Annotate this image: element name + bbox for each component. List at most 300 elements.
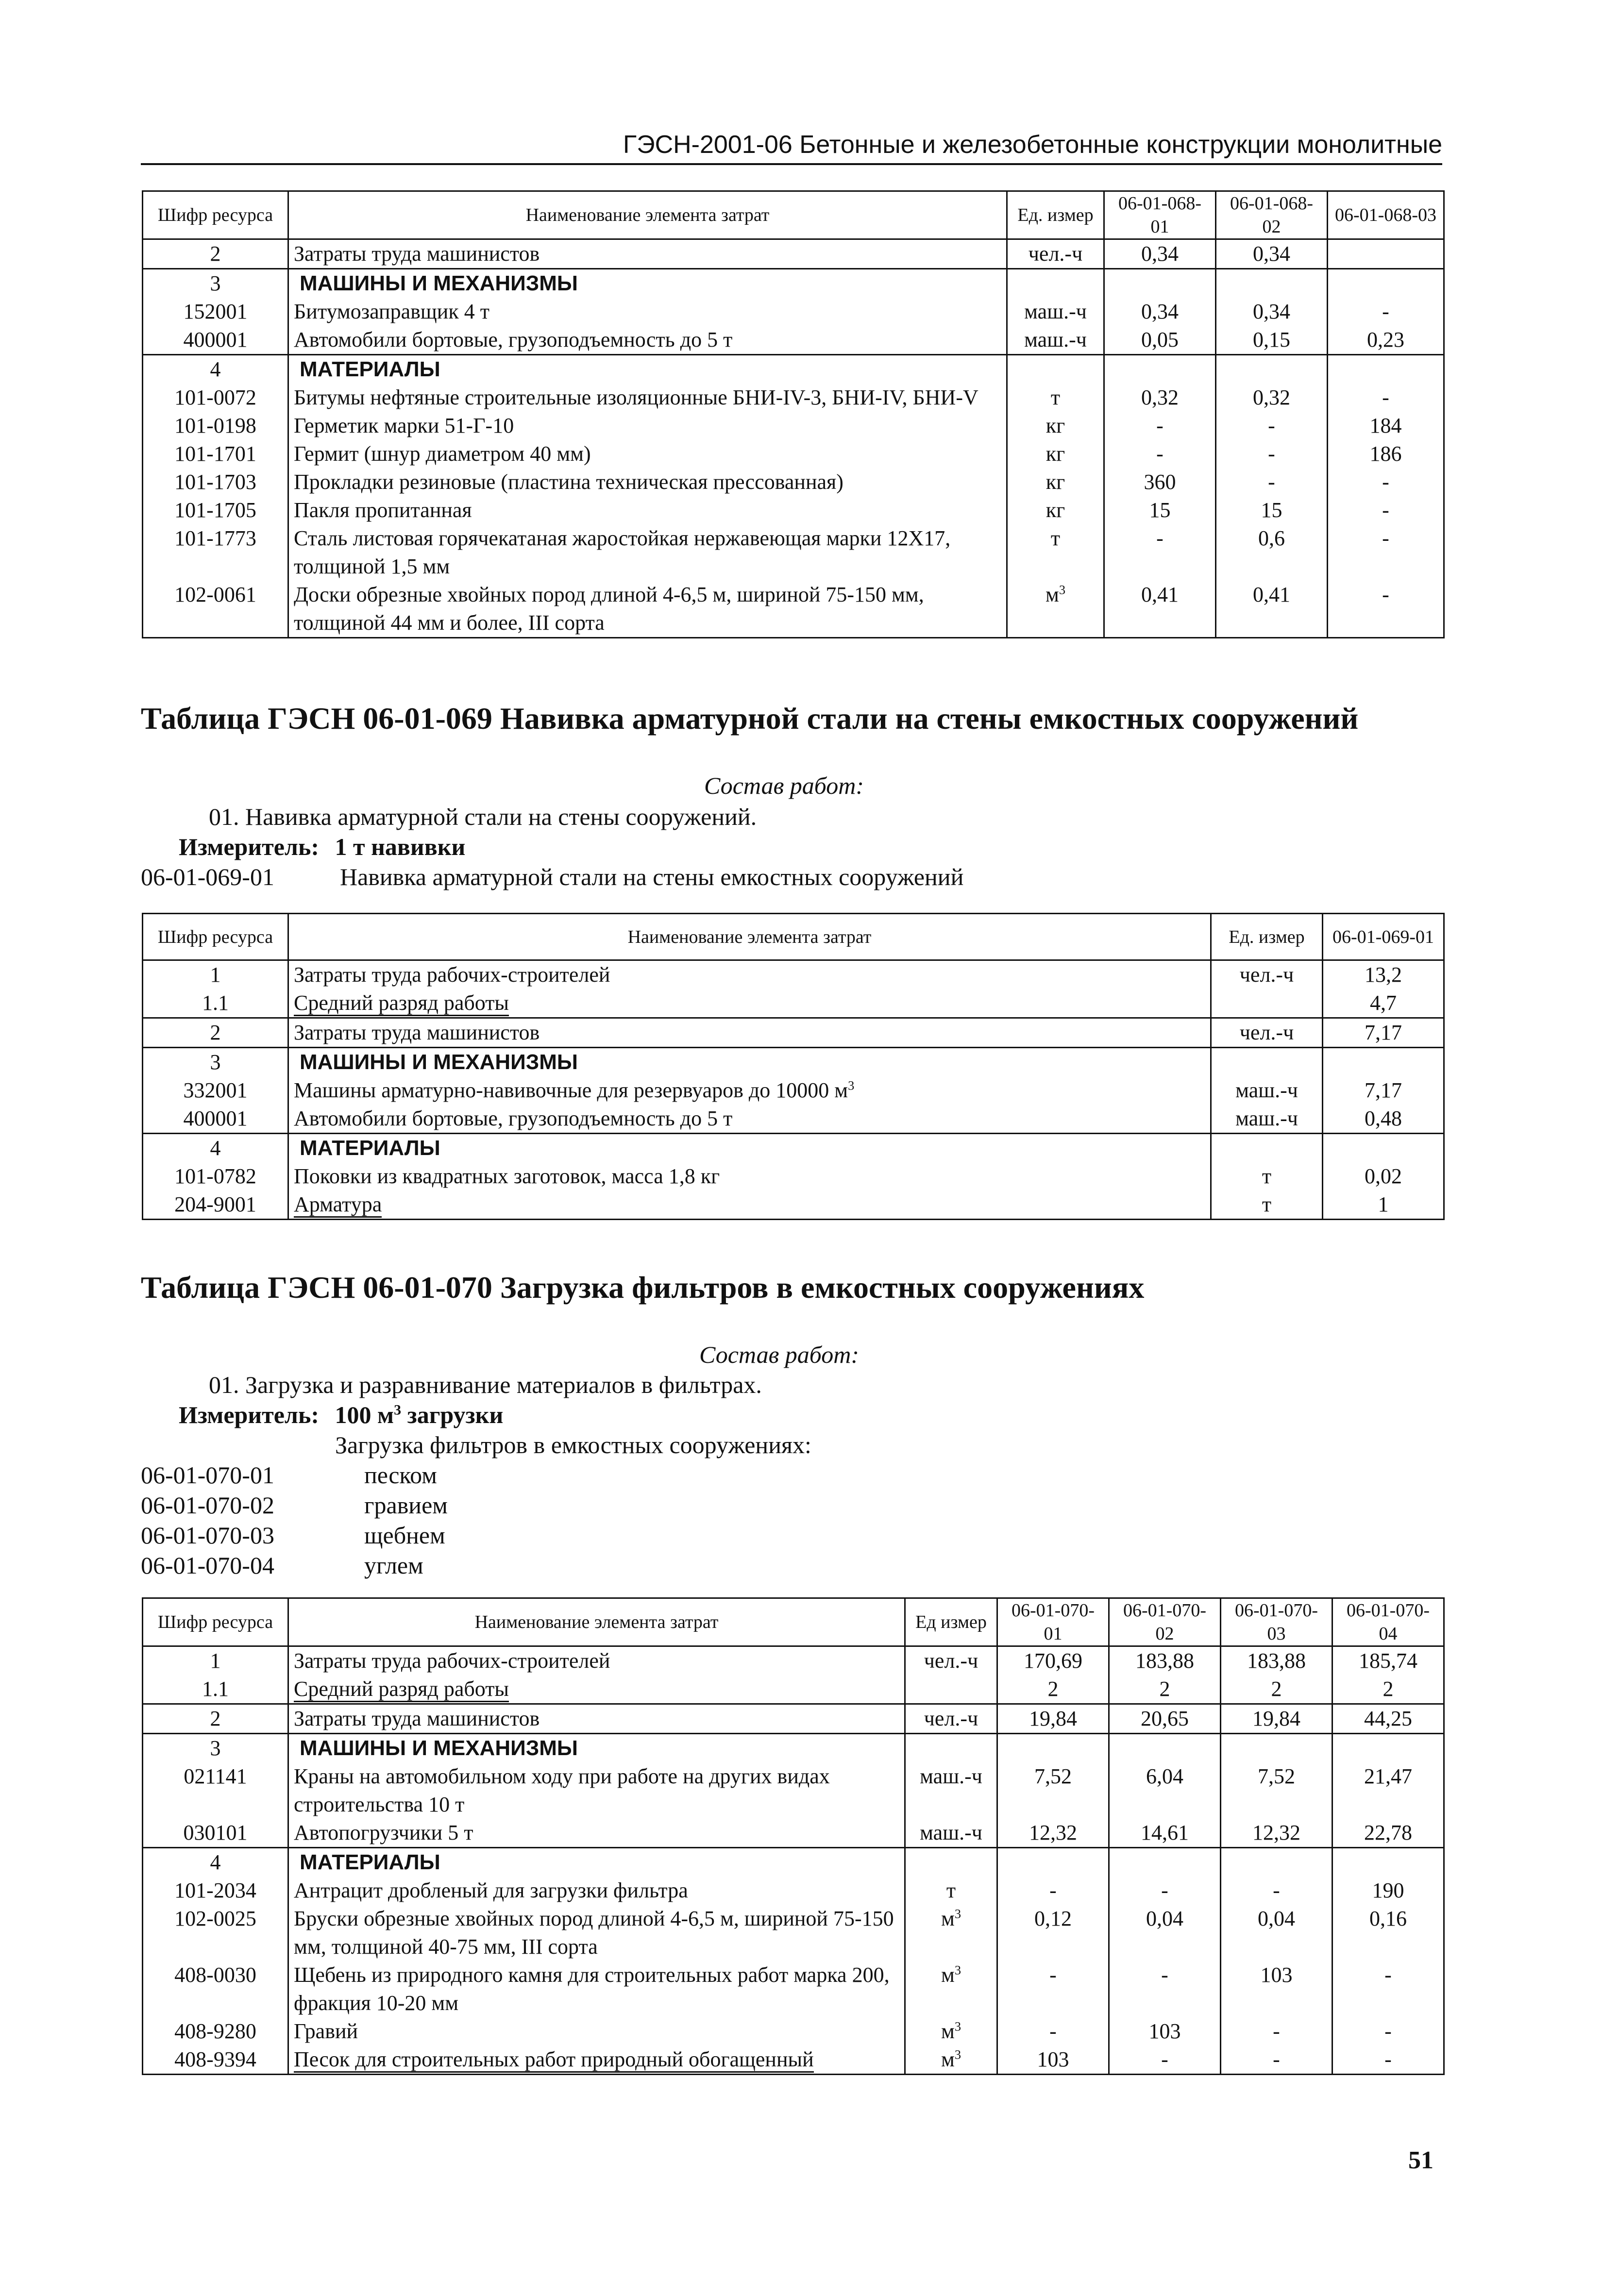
cell-unit-text: м: [941, 1963, 955, 1987]
cell-value: 19,84: [1221, 1704, 1332, 1734]
cell-unit-text: м: [941, 1907, 955, 1930]
composition-title-070: Состав работ:: [699, 1341, 860, 1368]
cell-value: 15: [1104, 496, 1216, 524]
table-row: [143, 1048, 1444, 1077]
cell-unit: [905, 1848, 997, 1877]
cell-value: 0,04: [1221, 1905, 1332, 1961]
table-row: [143, 1190, 1444, 1220]
cell-name-text: Доски обрезные хвойных пород длиной 4-6,5 м, шириной 75-150 мм, толщиной 44 мм и более, III сорта: [294, 583, 924, 635]
cell-unit-text: чел.-ч: [924, 1707, 978, 1730]
cell-name: [288, 239, 1007, 269]
cell-name: [288, 1905, 905, 1961]
cell-name: [288, 1076, 1211, 1105]
table-row: [143, 1877, 1444, 1905]
table-row: [143, 1905, 1444, 1961]
cell-code: 3: [143, 1048, 288, 1077]
cell-name-text: Затраты труда рабочих-строителей: [294, 1649, 610, 1673]
cell-name: [288, 298, 1007, 326]
cell-unit: [905, 1877, 997, 1905]
cell-unit-text: кг: [1046, 442, 1065, 466]
cell-value: 0,12: [997, 1905, 1109, 1961]
cell-value: [1323, 1134, 1444, 1163]
cell-unit: [1007, 468, 1104, 496]
cell-code: 152001: [143, 298, 288, 326]
table-header-row: [143, 191, 1444, 239]
cell-code: 2: [143, 239, 288, 269]
cell-unit: [1007, 581, 1104, 638]
header-norm-code: 06-01-069-01: [1323, 914, 1444, 960]
cell-value: -: [1332, 2017, 1444, 2045]
cell-value: -: [1109, 2045, 1221, 2075]
cell-value: 44,25: [1332, 1704, 1444, 1734]
cell-value: 0,34: [1104, 298, 1216, 326]
cell-value: [1323, 1048, 1444, 1077]
cell-unit: [1007, 355, 1104, 384]
superscript: 3: [954, 1906, 961, 1921]
superscript: 3: [954, 1962, 961, 1978]
table-row: [143, 269, 1444, 298]
cell-code: 332001: [143, 1076, 288, 1105]
cell-code: 101-0782: [143, 1162, 288, 1190]
cell-value: [1221, 1734, 1332, 1763]
item-code: 06-01-070-03: [141, 1522, 274, 1549]
table-row: [143, 412, 1444, 440]
cell-unit-text: маш.-ч: [1024, 328, 1087, 352]
cell-unit: [905, 2045, 997, 2075]
cell-value: 7,52: [1221, 1762, 1332, 1819]
table-row: [143, 1704, 1444, 1734]
cell-value: 0,32: [1104, 384, 1216, 412]
cell-unit: [1007, 496, 1104, 524]
cell-unit: [905, 1961, 997, 2017]
cell-code: 1: [143, 960, 288, 989]
measure-069: [179, 832, 465, 861]
cell-value: -: [997, 1961, 1109, 2017]
cell-unit-text: т: [1050, 526, 1061, 550]
cell-value: 0,6: [1216, 524, 1328, 581]
table-row: [143, 960, 1444, 989]
cell-unit: [1211, 1018, 1323, 1048]
cell-name-text: Краны на автомобильном ходу при работе на других видах строительства 10 т: [294, 1764, 830, 1816]
cell-value: 0,05: [1104, 326, 1216, 355]
table-row: [143, 581, 1444, 638]
cell-value: 190: [1332, 1877, 1444, 1905]
cell-unit: [1007, 440, 1104, 468]
cell-name-text: Гравий: [294, 2019, 358, 2043]
cell-unit-text: чел.-ч: [1028, 242, 1083, 266]
cell-value: 103: [997, 2045, 1109, 2075]
table-row: [143, 1134, 1444, 1163]
cell-unit: [905, 1819, 997, 1848]
cell-value: [1328, 239, 1444, 269]
cell-name-text: МАШИНЫ И МЕХАНИЗМЫ: [300, 271, 578, 295]
cell-name: [288, 1877, 905, 1905]
cell-name-text: МАТЕРИАЛЫ: [300, 357, 440, 381]
header-unit: Ед измер: [905, 1598, 997, 1646]
cell-value: [997, 1734, 1109, 1763]
cell-unit: [1007, 298, 1104, 326]
measure-label: Измеритель:: [179, 1401, 320, 1428]
cell-value: 183,88: [1221, 1646, 1332, 1676]
table-title-069: Таблица ГЭСН 06-01-069 Навивка арматурной стали на стены емкостных сооружений: [141, 701, 1359, 736]
cell-unit: [1211, 1105, 1323, 1134]
cell-value: -: [1216, 440, 1328, 468]
table-row: [143, 496, 1444, 524]
cell-name: [288, 468, 1007, 496]
cell-value: 12,32: [997, 1819, 1109, 1848]
cell-unit-text: маш.-ч: [920, 1764, 982, 1788]
cell-unit: [905, 1905, 997, 1961]
cell-name: [288, 1018, 1211, 1048]
table-row: [143, 1162, 1444, 1190]
cell-unit-text: маш.-ч: [1235, 1106, 1298, 1130]
table-row: [143, 1105, 1444, 1134]
cell-code: 1: [143, 1646, 288, 1676]
cell-value: -: [1328, 581, 1444, 638]
cell-value: 7,17: [1323, 1076, 1444, 1105]
cell-value: [1104, 269, 1216, 298]
cell-name: [288, 1961, 905, 2017]
cell-name: [288, 524, 1007, 581]
cell-name-text: Битумозаправщик 4 т: [294, 300, 489, 323]
cell-name: [288, 960, 1211, 989]
table-row: [143, 2017, 1444, 2045]
cell-value: -: [997, 2017, 1109, 2045]
cell-value: -: [1216, 412, 1328, 440]
table-row: [143, 2045, 1444, 2075]
cell-name-text: Затраты труда машинистов: [294, 1021, 540, 1044]
cell-unit: [1211, 989, 1323, 1018]
cell-name-text: Автопогрузчики 5 т: [294, 1821, 473, 1844]
table-row: [143, 989, 1444, 1018]
cell-name-text: Сталь листовая горячекатаная жаростойкая нержавеющая марки 12Х17, толщиной 1,5 мм: [294, 526, 951, 578]
cell-code: 2: [143, 1018, 288, 1048]
cell-value: -: [1328, 384, 1444, 412]
table-header-row: [143, 1598, 1444, 1646]
cell-name: [288, 1134, 1211, 1163]
superscript: 3: [848, 1078, 855, 1093]
cell-name: [288, 326, 1007, 355]
measure-value: 100 $м^3$ загрузки: [335, 1401, 504, 1428]
cell-value: -: [1332, 2045, 1444, 2075]
composition-title-069: Состав работ:: [704, 772, 864, 799]
header-name: Наименование элемента затрат: [288, 914, 1211, 960]
table-row: [143, 326, 1444, 355]
cell-value: 185,74: [1332, 1646, 1444, 1676]
table-row: [143, 1848, 1444, 1877]
table-row: [143, 1076, 1444, 1105]
header-name: Наименование элемента затрат: [288, 1598, 905, 1646]
cell-value: [1328, 355, 1444, 384]
cell-code: 4: [143, 1848, 288, 1877]
cell-value: [1104, 355, 1216, 384]
header-norm-code: 06-01-070-01: [997, 1598, 1109, 1646]
cell-value: [997, 1848, 1109, 1877]
cell-value: 14,61: [1109, 1819, 1221, 1848]
cell-name-text: Затраты труда машинистов: [294, 242, 540, 266]
cell-code: 2: [143, 1704, 288, 1734]
item-name: щебнем: [364, 1522, 445, 1549]
cell-value: 170,69: [997, 1646, 1109, 1676]
cell-value: [1109, 1734, 1221, 1763]
cell-value: [1109, 1848, 1221, 1877]
cell-name-text: МАТЕРИАЛЫ: [300, 1136, 440, 1160]
cell-name-text: Арматура: [294, 1192, 382, 1218]
cell-value: -: [1104, 524, 1216, 581]
cell-value: 20,65: [1109, 1704, 1221, 1734]
cell-code: 101-0198: [143, 412, 288, 440]
header-norm-code: 06-01-068-01: [1104, 191, 1216, 239]
cell-value: -: [1109, 1961, 1221, 2017]
cell-code: 400001: [143, 1105, 288, 1134]
cell-unit: [1211, 1190, 1323, 1220]
item-name-069-01: Навивка арматурной стали на стены емкостных сооружений: [340, 863, 964, 890]
header-code: Шифр ресурса: [143, 1598, 288, 1646]
header-unit: Ед. измер: [1007, 191, 1104, 239]
cell-unit-text: кг: [1046, 414, 1065, 437]
cell-name: [288, 440, 1007, 468]
cell-value: -: [1221, 2017, 1332, 2045]
cell-code: 101-1773: [143, 524, 288, 581]
table-row: [143, 1675, 1444, 1704]
table-row: [143, 1646, 1444, 1676]
cell-name-text: Средний разряд работы: [294, 1677, 509, 1702]
cell-value: 6,04: [1109, 1762, 1221, 1819]
running-header: ГЭСН-2001-06 Бетонные и железобетонные конструкции монолитные: [141, 130, 1442, 165]
cell-value: 7,52: [997, 1762, 1109, 1819]
measure-label: Измеритель:: [179, 833, 320, 860]
cell-name-text: Гермит (шнур диаметром 40 мм): [294, 442, 591, 466]
cell-value: -: [1328, 524, 1444, 581]
cell-value: 186: [1328, 440, 1444, 468]
cell-code: 204-9001: [143, 1190, 288, 1220]
cell-value: -: [997, 1877, 1109, 1905]
cell-value: 2: [1332, 1675, 1444, 1704]
header-code: Шифр ресурса: [143, 191, 288, 239]
cell-value: 0,23: [1328, 326, 1444, 355]
cell-code: 1.1: [143, 1675, 288, 1704]
cell-name-text: Антрацит дробленый для загрузки фильтра: [294, 1878, 688, 1902]
cell-code: 101-1705: [143, 496, 288, 524]
cell-name: [288, 1734, 905, 1763]
item-name: гравием: [364, 1492, 448, 1519]
cell-name: [288, 2045, 905, 2075]
work-step-069: 01. Навивка арматурной стали на стены сооружений.: [209, 803, 757, 830]
cell-name-text: Бруски обрезные хвойных пород длиной 4-6,5 м, шириной 75-150 мм, толщиной 40-75 мм, III сорта: [294, 1907, 894, 1959]
cell-name: [288, 1190, 1211, 1220]
cell-code: 102-0061: [143, 581, 288, 638]
cell-code: 101-1703: [143, 468, 288, 496]
cell-code: 021141: [143, 1762, 288, 1819]
table-row: [143, 1819, 1444, 1848]
cell-unit: [905, 1762, 997, 1819]
cell-value: 21,47: [1332, 1762, 1444, 1819]
cell-unit-text: маш.-ч: [920, 1821, 982, 1844]
item-name: песком: [364, 1461, 437, 1489]
cell-value: [1216, 269, 1328, 298]
cell-value: 184: [1328, 412, 1444, 440]
cell-value: 0,41: [1104, 581, 1216, 638]
cell-unit-text: кг: [1046, 470, 1065, 494]
cell-name: [288, 384, 1007, 412]
cell-value: 2: [1109, 1675, 1221, 1704]
cell-code: 4: [143, 1134, 288, 1163]
superscript: 3: [1059, 582, 1066, 597]
cell-unit-text: чел.-ч: [924, 1649, 978, 1673]
cell-unit: [905, 1704, 997, 1734]
cell-name: [288, 269, 1007, 298]
cell-name: [288, 2017, 905, 2045]
cell-unit: [1007, 326, 1104, 355]
cell-code: 102-0025: [143, 1905, 288, 1961]
cell-value: -: [1332, 1961, 1444, 2017]
cell-value: 2: [1221, 1675, 1332, 1704]
table-row: [143, 239, 1444, 269]
cell-name: [288, 1848, 905, 1877]
cell-name: [288, 412, 1007, 440]
cell-code: 3: [143, 269, 288, 298]
cell-unit: [1211, 1076, 1323, 1105]
cell-name-text: Пакля пропитанная: [294, 498, 472, 522]
cell-unit: [905, 1734, 997, 1763]
cell-value: -: [1221, 2045, 1332, 2075]
cell-value: 0,04: [1109, 1905, 1221, 1961]
cell-value: -: [1328, 468, 1444, 496]
cell-name-text: МАШИНЫ И МЕХАНИЗМЫ: [300, 1736, 578, 1760]
cell-code: 3: [143, 1734, 288, 1763]
cell-value: -: [1328, 496, 1444, 524]
cell-code: 400001: [143, 326, 288, 355]
header-norm-code: 06-01-070-04: [1332, 1598, 1444, 1646]
cell-code: 408-0030: [143, 1961, 288, 2017]
cell-value: 0,48: [1323, 1105, 1444, 1134]
cell-value: 12,32: [1221, 1819, 1332, 1848]
cell-name-text: Битумы нефтяные строительные изоляционные БНИ-IV-3, БНИ-IV, БНИ-V: [294, 385, 978, 409]
cell-unit-text: кг: [1046, 498, 1065, 522]
cell-value: [1216, 355, 1328, 384]
cell-value: 103: [1221, 1961, 1332, 2017]
cell-name: [288, 355, 1007, 384]
cell-unit: [1007, 239, 1104, 269]
superscript: 3: [954, 2047, 961, 2062]
table-row: [143, 355, 1444, 384]
cell-unit-text: м: [941, 2047, 955, 2071]
cell-name-text: Автомобили бортовые, грузоподъемность до 5 т: [294, 328, 733, 352]
cell-unit: [1211, 1134, 1323, 1163]
cell-value: 1: [1323, 1190, 1444, 1220]
cell-name-text: Средний разряд работы: [294, 991, 509, 1016]
cell-unit-text: маш.-ч: [1235, 1078, 1298, 1102]
cell-name: [288, 1762, 905, 1819]
measure-value: 1 т навивки: [335, 833, 466, 860]
cell-unit-text: чел.-ч: [1239, 1021, 1294, 1044]
cell-unit-text: чел.-ч: [1239, 963, 1294, 987]
header-norm-code: 06-01-068-02: [1216, 191, 1328, 239]
cell-value: 4,7: [1323, 989, 1444, 1018]
cell-name: [288, 1105, 1211, 1134]
table-row: [143, 384, 1444, 412]
cell-value: [1328, 269, 1444, 298]
cell-name: [288, 1675, 905, 1704]
header-code: Шифр ресурса: [143, 914, 288, 960]
cell-value: 0,02: [1323, 1162, 1444, 1190]
header-unit: Ед. измер: [1211, 914, 1323, 960]
cell-name-text: Щебень из природного камня для строительных работ марка 200, фракция 10-20 мм: [294, 1963, 890, 2015]
table-header-row: [143, 914, 1444, 960]
header-norm-code: 06-01-068-03: [1328, 191, 1444, 239]
resource-table-070: [142, 1597, 1445, 2075]
measure-070: [179, 1400, 503, 1429]
cell-value: -: [1109, 1877, 1221, 1905]
cell-code: 101-2034: [143, 1877, 288, 1905]
cell-name-text: Герметик марки 51-Г-10: [294, 414, 514, 437]
cell-name: [288, 1819, 905, 1848]
item-name: углем: [364, 1552, 423, 1579]
cell-code: 101-1701: [143, 440, 288, 468]
cell-value: 0,41: [1216, 581, 1328, 638]
cell-name: [288, 581, 1007, 638]
header-norm-code: 06-01-070-02: [1109, 1598, 1221, 1646]
cell-unit: [1007, 524, 1104, 581]
cell-value: 15: [1216, 496, 1328, 524]
cell-value: 360: [1104, 468, 1216, 496]
cell-unit: [905, 1646, 997, 1676]
group-title-070: Загрузка фильтров в емкостных сооружениях:: [335, 1431, 811, 1458]
table-row: [143, 468, 1444, 496]
cell-value: 22,78: [1332, 1819, 1444, 1848]
header-name: Наименование элемента затрат: [288, 191, 1007, 239]
cell-value: 0,32: [1216, 384, 1328, 412]
cell-unit: [1007, 384, 1104, 412]
cell-value: 2: [997, 1675, 1109, 1704]
cell-name: [288, 1048, 1211, 1077]
table-row: [143, 524, 1444, 581]
cell-unit: [1211, 1162, 1323, 1190]
cell-name: [288, 1162, 1211, 1190]
cell-unit-text: т: [946, 1878, 956, 1902]
superscript: 3: [954, 2019, 961, 2034]
cell-unit-text: т: [1050, 385, 1061, 409]
cell-name: [288, 1646, 905, 1676]
cell-value: 0,34: [1216, 298, 1328, 326]
cell-unit-text: маш.-ч: [1024, 300, 1087, 323]
table-row: [143, 1762, 1444, 1819]
cell-name-text: Затраты труда рабочих-строителей: [294, 963, 610, 987]
cell-value: 0,15: [1216, 326, 1328, 355]
cell-unit: [1211, 960, 1323, 989]
cell-unit: [905, 2017, 997, 2045]
cell-code: 4: [143, 355, 288, 384]
cell-value: -: [1216, 468, 1328, 496]
cell-value: 7,17: [1323, 1018, 1444, 1048]
cell-name: [288, 989, 1211, 1018]
cell-value: 103: [1109, 2017, 1221, 2045]
table-row: [143, 1018, 1444, 1048]
cell-code: 101-0072: [143, 384, 288, 412]
cell-value: 0,34: [1216, 239, 1328, 269]
cell-value: 0,16: [1332, 1905, 1444, 1961]
cell-value: -: [1104, 412, 1216, 440]
cell-code: 408-9394: [143, 2045, 288, 2075]
cell-unit-text: м: [941, 2019, 955, 2043]
cell-value: -: [1104, 440, 1216, 468]
table-row: [143, 440, 1444, 468]
cell-name: [288, 1704, 905, 1734]
item-code: 06-01-070-01: [141, 1461, 274, 1489]
cell-code: 1.1: [143, 989, 288, 1018]
cell-name-text: МАШИНЫ И МЕХАНИЗМЫ: [300, 1050, 578, 1074]
cell-unit-text: т: [1262, 1192, 1272, 1216]
